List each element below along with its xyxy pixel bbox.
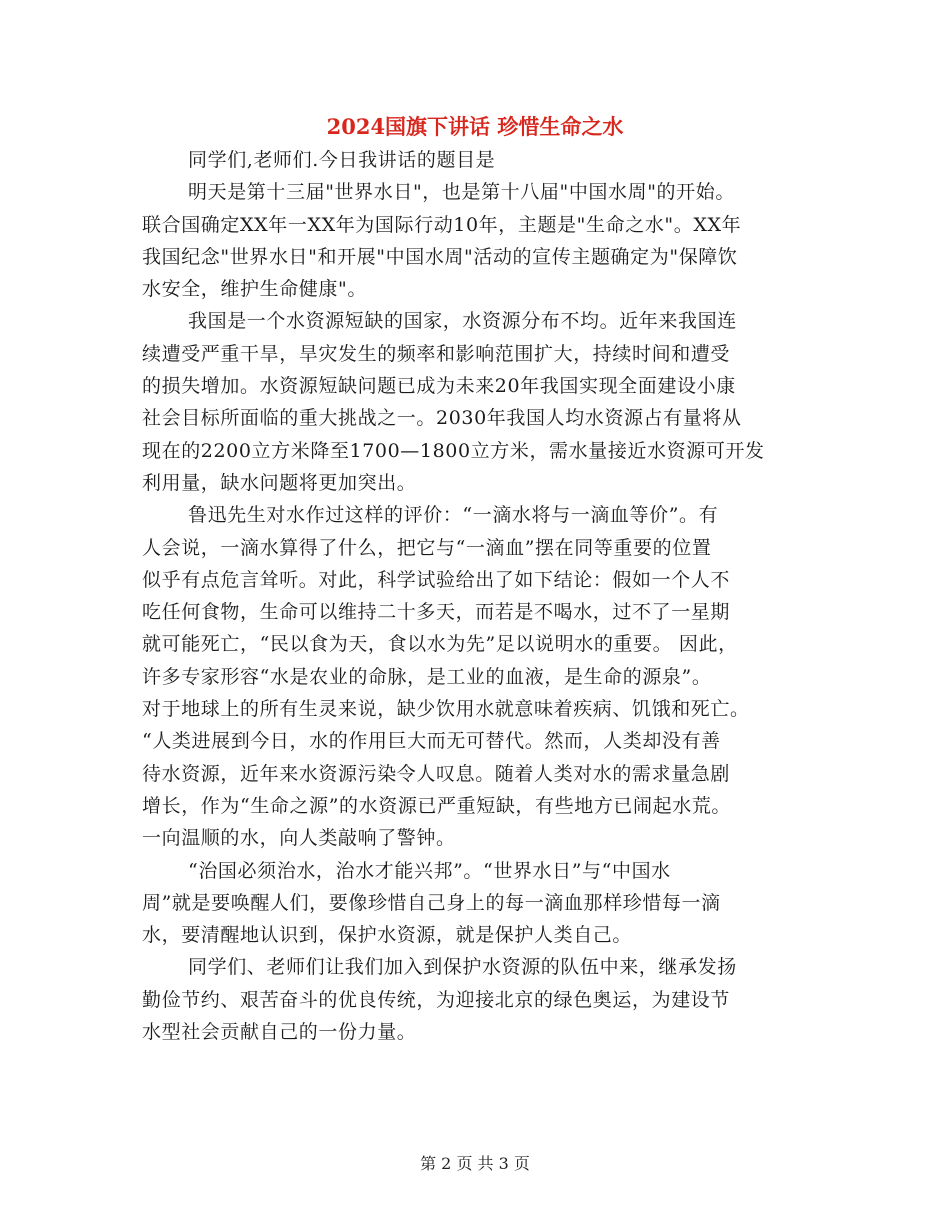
text-line: 同学们,老师们.今日我讲话的题目是	[188, 149, 496, 171]
text-line: 增长，作为“生命之源”的水资源已严重短缺，有些地方已闹起水荒。	[142, 794, 732, 817]
page-number-footer: 第 2 页 共 3 页	[420, 1154, 530, 1173]
text-line: 现在的2200立方米降至1700—1800立方米，需水量接近水资源可开发	[142, 439, 765, 462]
text-line: 对于地球上的所有生灵来说，缺少饮用水就意味着疾病、饥饿和死亡。	[142, 698, 750, 721]
text-line: 水，要清醒地认识到，保护水资源，就是保护人类自己。	[142, 924, 633, 947]
text-line: 待水资源，近年来水资源污染令人叹息。随着人类对水的需求量急剧	[142, 762, 731, 785]
text-line: 我国是一个水资源短缺的国家，水资源分布不均。近年来我国连	[188, 310, 737, 333]
text-line: 似乎有点危言耸听。对此，科学试验给出了如下结论：假如一个人不	[142, 568, 731, 591]
text-line: 续遭受严重干旱，旱灾发生的频率和影响范围扩大，持续时间和遭受	[142, 342, 731, 365]
text-line: “人类进展到今日，水的作用巨大而无可替代。然而，人类却没有善	[142, 730, 721, 753]
text-line: 鲁迅先生对水作过这样的评价：“一滴水将与一滴血等价”。有	[188, 504, 719, 527]
text-line: “治国必须治水，治水才能兴邦”。“世界水日”与“中国水	[188, 859, 671, 882]
text-line: 许多专家形容“水是农业的命脉，是工业的血液，是生命的源泉”。	[142, 665, 712, 688]
text-line: 人会说，一滴水算得了什么，把它与“一滴血”摆在同等重要的位置	[142, 536, 712, 559]
text-line: 吃任何食物，生命可以维持二十多天，而若是不喝水，过不了一星期	[142, 601, 731, 624]
document-title: 2024国旗下讲话 珍惜生命之水	[326, 114, 624, 139]
text-line: 联合国确定XX年一XX年为国际行动10年，主题是"生命之水"。XX年	[142, 213, 742, 236]
text-line: 水安全，维护生命健康"。	[142, 278, 367, 301]
text-line: 明天是第十三届"世界水日"，也是第十八届"中国水周"的开始。	[188, 181, 735, 204]
document-body	[142, 144, 822, 1048]
text-line: 周”就是要唤醒人们，要像珍惜自己身上的每一滴血那样珍惜每一滴	[142, 891, 721, 914]
text-line: 我国纪念"世界水日"和开展"中国水周"活动的宣传主题确定为"保障饮	[142, 245, 738, 268]
text-line: 勤俭节约、艰苦奋斗的优良传统，为迎接北京的绿色奥运，为建设节	[142, 988, 731, 1011]
text-line: 水型社会贡献自己的一份力量。	[142, 1021, 417, 1044]
text-line: 就可能死亡，“民以食为天，食以水为先”足以说明水的重要。 因此，	[142, 633, 738, 656]
text-line: 社会目标所面临的重大挑战之一。2030年我国人均水资源占有量将从	[142, 407, 742, 430]
text-line: 利用量，缺水问题将更加突出。	[142, 471, 417, 494]
text-line: 一向温顺的水，向人类敲响了警钟。	[142, 827, 456, 850]
text-line: 的损失增加。水资源短缺问题已成为未来20年我国实现全面建设小康	[142, 375, 736, 398]
text-line: 同学们、老师们让我们加入到保护水资源的队伍中来，继承发扬	[188, 956, 737, 979]
